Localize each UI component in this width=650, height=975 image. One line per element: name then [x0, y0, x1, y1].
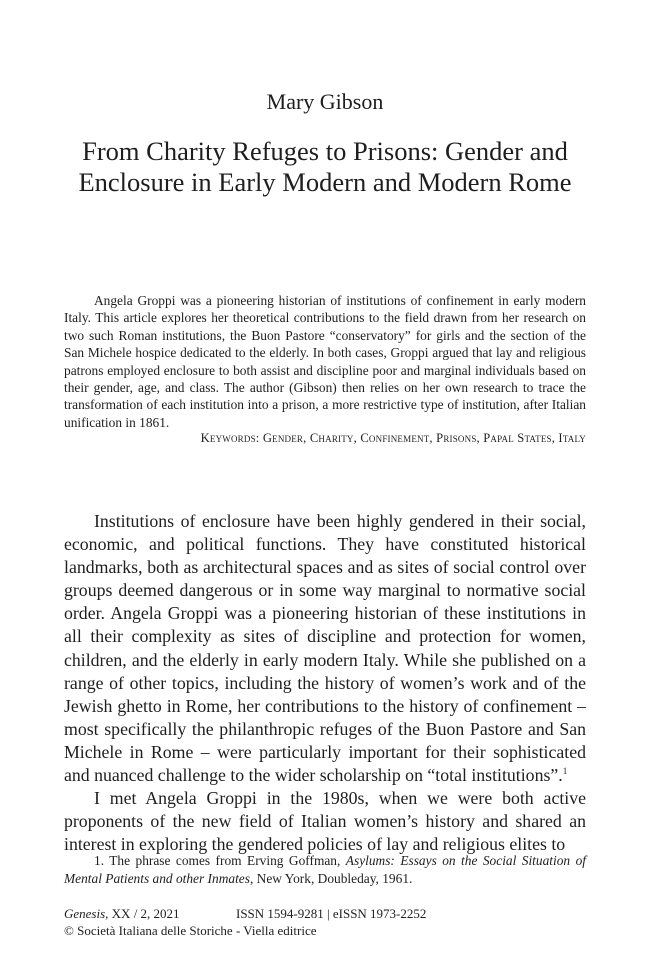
- body-paragraph-1: [64, 510, 586, 787]
- footnote: [64, 852, 586, 888]
- body-text: [64, 510, 586, 856]
- article-title: From Charity Refuges to Prisons: Gender and Enclosure in Early Modern and Modern Rome: [78, 136, 572, 197]
- abstract: Angela Groppi was a pioneering historian of institutions of confinement in early modern Italy. This article explores her theoretical contributions to the field drawn from her research on two such Roman institutions, the Buon Pastore “conservatory” for girls and the section of the San Michele hospice dedicated to the elderly. In both cases, Groppi argued that lay and religious patrons employed enclosure to both assist and discipline poor and marginal individuals based on their gender, age, and class. The author (Gibson) then relies on her own research to trace the transformation of each institution into a prison, a more restrictive type of institution, after Italian unification in 1861.: [64, 293, 586, 430]
- footnote-reference[interactable]: 1: [562, 766, 568, 777]
- footnote-lead: 1. The phrase comes from Erving Goffman,: [94, 853, 346, 868]
- footnote-rest: , New York, Doubleday, 1961.: [249, 871, 413, 886]
- keywords: Keywords: Gender, Charity, Confinement, Prisons, Papal States, Italy: [200, 431, 586, 445]
- copyright: © Società Italiana delle Storiche - Viella editrice: [64, 923, 317, 938]
- journal-name: Genesis: [64, 906, 106, 921]
- issn: ISSN 1594-9281 | eISSN 1973-2252: [236, 906, 427, 921]
- body-paragraph-2: I met Angela Groppi in the 1980s, when we were both active proponents of the new field of Italian women’s history and shared an interest in exploring the gendered policies of lay and religious elites to: [64, 788, 586, 855]
- paragraph-1-text: Institutions of enclosure have been highly gendered in their social, economic, and political functions. They have constituted historical landmarks, both as architectural spaces and as sites of social control over groups deemed dangerous or in some way marginal to normative social order. Angela Groppi was a pioneering historian of these institutions in all their complexity as sites of discipline and protection for women, children, and the elderly in early modern Italy. While she published on a range of other topics, including the history of women’s work and of the Jewish ghetto in Rome, her contributions to the history of confinement – most specifically the philanthropic refuges of the Buon Pastore and San Michele in Rome – were particularly important for their sophisticated and nuanced challenge to the wider scholarship on “total institutions”.: [64, 511, 586, 786]
- journal-info: [64, 905, 586, 922]
- journal-volume: , XX / 2, 2021: [105, 906, 180, 921]
- author-name: Mary Gibson: [266, 89, 384, 114]
- footnote-book-title: Asylums: Essays on the Social Situation of Mental Patients and other Inmates: [64, 853, 586, 886]
